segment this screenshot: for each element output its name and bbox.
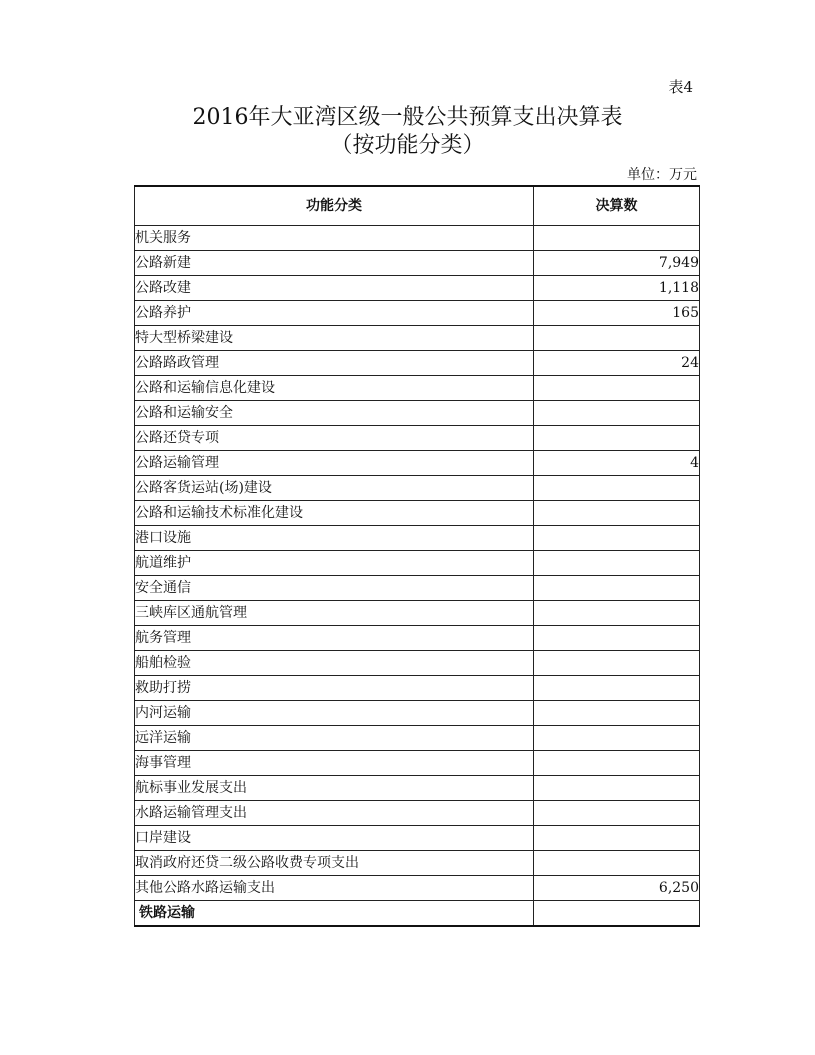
table-row <box>135 326 700 351</box>
unit-label: 单位：万元 <box>627 167 697 183</box>
row-amount-cell <box>534 676 700 701</box>
row-amount-cell <box>534 801 700 826</box>
row-category-cell: 公路改建 <box>135 276 534 301</box>
row-category-cell: 远洋运输 <box>135 726 534 751</box>
table-row <box>135 901 700 927</box>
row-category-cell: 公路和运输安全 <box>135 401 534 426</box>
row-category-cell: 安全通信 <box>135 576 534 601</box>
document-title: 2016年大亚湾区级一般公共预算支出决算表 <box>192 105 623 130</box>
table-row <box>135 876 700 901</box>
document-subtitle: （按功能分类） <box>330 133 485 158</box>
row-amount-cell: 24 <box>534 351 700 376</box>
row-category-cell: 内河运输 <box>135 701 534 726</box>
row-amount-cell <box>534 626 700 651</box>
table-number: 表4 <box>668 78 693 96</box>
table-row <box>135 276 700 301</box>
row-amount-cell <box>534 776 700 801</box>
table-row <box>135 526 700 551</box>
row-amount-cell <box>534 551 700 576</box>
table-row <box>135 351 700 376</box>
row-amount-cell <box>534 501 700 526</box>
row-amount-cell <box>534 226 700 251</box>
row-amount-cell <box>534 701 700 726</box>
expenditure-table <box>134 185 700 927</box>
row-category-cell: 特大型桥梁建设 <box>135 326 534 351</box>
row-category-cell: 机关服务 <box>135 226 534 251</box>
table-row <box>135 676 700 701</box>
row-category-cell: 公路新建 <box>135 251 534 276</box>
header-amount: 决算数 <box>534 186 700 226</box>
row-amount-cell <box>534 426 700 451</box>
table-row <box>135 426 700 451</box>
row-amount-cell <box>534 901 700 927</box>
row-amount-cell: 165 <box>534 301 700 326</box>
table-header-row <box>135 186 700 226</box>
row-category-cell: 海事管理 <box>135 751 534 776</box>
row-category-cell: 公路运输管理 <box>135 451 534 476</box>
table-row <box>135 851 700 876</box>
table-row <box>135 226 700 251</box>
row-category-cell: 航道维护 <box>135 551 534 576</box>
row-category-cell: 铁路运输 <box>135 901 534 927</box>
table-row <box>135 701 700 726</box>
row-category-cell: 公路和运输信息化建设 <box>135 376 534 401</box>
row-amount-cell <box>534 651 700 676</box>
table-row <box>135 451 700 476</box>
row-amount-cell <box>534 751 700 776</box>
row-amount-cell: 1,118 <box>534 276 700 301</box>
row-category-cell: 取消政府还贷二级公路收费专项支出 <box>135 851 534 876</box>
header-category: 功能分类 <box>135 186 534 226</box>
row-amount-cell <box>534 526 700 551</box>
table-row <box>135 576 700 601</box>
table-row <box>135 776 700 801</box>
row-category-cell: 公路路政管理 <box>135 351 534 376</box>
row-amount-cell: 6,250 <box>534 876 700 901</box>
row-amount-cell: 4 <box>534 451 700 476</box>
table-row <box>135 501 700 526</box>
table-row <box>135 826 700 851</box>
table-row <box>135 726 700 751</box>
row-category-cell: 其他公路水路运输支出 <box>135 876 534 901</box>
row-category-cell: 水路运输管理支出 <box>135 801 534 826</box>
row-category-cell: 公路客货运站(场)建设 <box>135 476 534 501</box>
table-row <box>135 601 700 626</box>
row-category-cell: 口岸建设 <box>135 826 534 851</box>
row-amount-cell <box>534 376 700 401</box>
row-amount-cell <box>534 326 700 351</box>
row-amount-cell <box>534 826 700 851</box>
table-body <box>135 226 700 927</box>
table-row <box>135 376 700 401</box>
table-row <box>135 751 700 776</box>
table-row <box>135 801 700 826</box>
row-amount-cell <box>534 851 700 876</box>
row-amount-cell: 7,949 <box>534 251 700 276</box>
table-row <box>135 551 700 576</box>
row-category-cell: 救助打捞 <box>135 676 534 701</box>
row-amount-cell <box>534 401 700 426</box>
row-amount-cell <box>534 476 700 501</box>
table-row <box>135 301 700 326</box>
table-row <box>135 626 700 651</box>
row-category-cell: 公路还贷专项 <box>135 426 534 451</box>
row-amount-cell <box>534 576 700 601</box>
table-row <box>135 401 700 426</box>
row-amount-cell <box>534 726 700 751</box>
row-category-cell: 航标事业发展支出 <box>135 776 534 801</box>
table-row <box>135 476 700 501</box>
row-category-cell: 港口设施 <box>135 526 534 551</box>
row-category-cell: 航务管理 <box>135 626 534 651</box>
row-category-cell: 公路养护 <box>135 301 534 326</box>
table-row <box>135 251 700 276</box>
row-category-cell: 公路和运输技术标准化建设 <box>135 501 534 526</box>
row-category-cell: 船舶检验 <box>135 651 534 676</box>
table-row <box>135 651 700 676</box>
row-amount-cell <box>534 601 700 626</box>
row-category-cell: 三峡库区通航管理 <box>135 601 534 626</box>
